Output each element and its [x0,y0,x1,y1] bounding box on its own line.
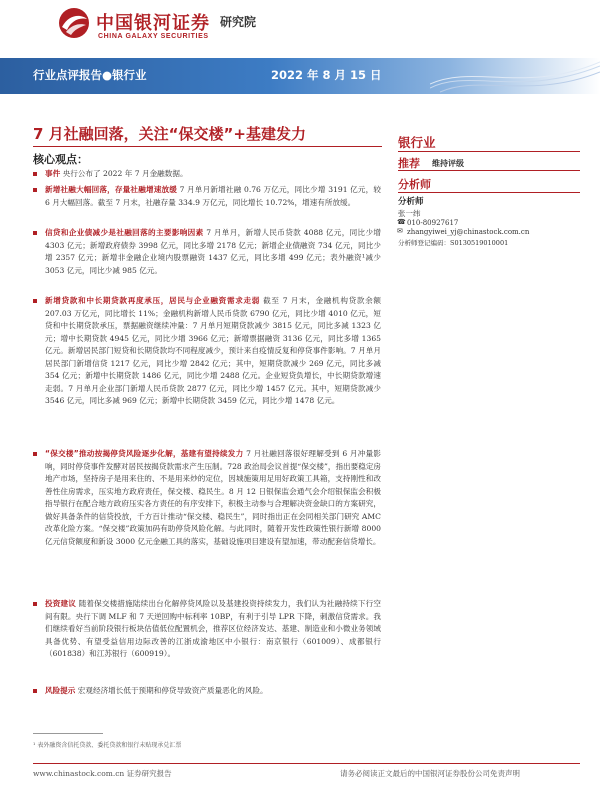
institute-label: 研究院 [220,15,257,29]
footer-website[interactable]: www.chinastock.com.cn 证券研究报告 [33,769,172,778]
paragraph-heading: 信贷和企业债减少是社融回落的主要影响因素 [45,228,204,237]
paragraph-text: 宏观经济增长低于预期和停贷导致资产质量恶化的风险。 [75,686,268,695]
paragraph-text: 随着保交楼措施陆续出台化解停贷风险以及基建投资持续发力，我们认为社融持续下行空间有限。央行下调 MLF 和 7 天逆回购中标利率 10BP，有利于引导 LPR 下降，刺激信贷需求。我们继续看好当前阶段银行板块估值低位配置机会，推荐区位经济发达、基建、制造业和小微业务领域具备优势、有望受益信用边际改善的江浙成渝地区中小银行：南京银行（601009）、成都银行（601838）和江苏银行（600919）。 [45,599,381,658]
paragraph-text: 7 月单月，新增人民币贷款 4088 亿元，同比少增 4303 亿元；新增政府债券 3998 亿元，同比多增 2178 亿元；新增企业债融资 734 亿元，同比少增 2357 亿元；新增非金融企业境内股票融资 1437 亿元，同比多增 499 亿元；表外融资¹减少 3053 亿元，同比少减 985 亿元。 [45,228,382,275]
analyst-section-header: 分析师 [398,178,431,191]
paragraph-heading: 投资建议 [45,599,77,608]
bullet-marker [33,172,37,176]
core-view-label: 核心观点： [33,153,88,166]
paragraph-housing-policy [33,448,381,548]
paragraph-risk [33,685,381,698]
bullet-marker [33,689,37,693]
analyst-phone [398,219,458,227]
footer-divider [33,763,580,764]
rating-label: 维持评级 [432,159,464,168]
title-divider [33,146,382,147]
phone-text: 010-80927617 [407,219,459,227]
paragraph-heading: 新增社融大幅回落，存量社融增速放缓 [45,185,178,194]
paragraph-event [33,168,381,181]
report-date: 2022 年 8 月 15 日 [271,68,382,82]
logo-chinese-text: 中国银河证券 [96,13,210,34]
analyst-registration: 分析师登记编码：S0130519010001 [398,239,509,247]
paragraph-heading: 风险提示 [45,686,76,695]
sidebar-divider [398,192,580,193]
analyst-name: 张一纬 [398,209,421,218]
report-title: 7 月社融回落，关注“保交楼”+基建发力 [33,125,306,143]
banner-wave-decoration-icon [430,58,600,94]
paragraph-social-financing [33,184,381,209]
analyst-email[interactable] [398,228,529,236]
footnote-divider [33,733,103,734]
bullet-marker [33,231,37,235]
phone-icon: ☎ [397,218,406,226]
paragraph-text: 截至 7 月末，金融机构贷款余额 207.03 万亿元，同比增长 11%；金融机构新增人民币贷款 6790 亿元，同比少增 4010 亿元，短贷和中长期贷款承压，票据融资继续冲量：7 月单月短期贷款减少 3815 亿元，同比多减 1323 亿元；增中长期贷款 4945 亿元，同比少增 3966 亿元；新增票据融资 3136 亿元，同比多增 1365 亿元。新增居民部门短贷和长期贷款均不同程度减少，预计来自疫情反复和停贷事件影响。7 月单月居民部门新增信贷 1217 亿元，同比少增 2842 亿元；其中，短期贷款减少 269 亿元，同比多减 354 亿元；新增中长期贷款 1486 亿元，同比少增 2488 亿元。企业短贷负增长，中长期贷款增速走弱。7 月单月企业部门新增人民币贷款 2877 亿元，同比少增 1457 亿元。其中，短期贷款减少 3546 亿元，同比多减 969 亿元；新增中长期贷款 3459 亿元，同比少增 1478 亿元。 [45,296,381,405]
paragraph-heading: “保交楼”推动按揭停贷风险逐步化解，基建有望持续发力 [45,449,244,458]
bullet-marker [33,188,37,192]
galaxy-logo-icon [57,6,91,40]
logo-english-text: CHINA GALAXY SECURITIES [98,33,209,40]
paragraph-loans [33,295,381,408]
sidebar-industry: 银行业 [398,135,436,150]
recommend-label: 推荐 [398,157,420,170]
paragraph-heading: 事件 [45,169,61,178]
email-icon: ✉ [397,227,403,235]
report-type: 行业点评报告●银行业 [33,68,147,82]
sidebar-divider [398,170,580,171]
bullet-marker [33,602,37,606]
footer-disclaimer: 请务必阅读正文最后的中国银河证券股份公司免责声明 [340,769,520,778]
bullet-marker [33,299,37,303]
footnote: ¹ 表外融资含信托贷款、委托贷款和银行未贴现承兑汇票 [33,742,182,749]
analyst-subheader: 分析师 [398,197,424,207]
paragraph-credit-factors [33,227,381,277]
bullet-marker [33,452,37,456]
paragraph-text: 7 月单月新增社融 0.76 万亿元，同比少增 3191 亿元，较 6 月大幅回落。截至 7 月末，社融存量 334.9 万亿元，同比增长 10.72%，增速有所放缓。 [45,185,382,207]
paragraph-heading: 新增贷款和中长期贷款再度承压，居民与企业融资需求走弱 [45,296,261,305]
paragraph-investment-advice [33,598,381,661]
paragraph-text: 央行公布了 2022 年 7 月金融数据。 [60,169,188,178]
paragraph-text: 7 月社融回落很好理解受到 6 月冲量影响，同时停贷事件发酵对居民按揭贷款需求产生压制。728 政治局会议首提“保交楼”，指出要稳定房地产市场，坚持房子是用来住的、不是用来炒的定位，因城施策用足用好政策工具箱，支持刚性和改善性住房需求，压实地方政府责任，保交楼、稳民生。8 月 12 日银保监会通气会介绍银保监会积极指导银行在配合地方政府压实各方责任的有序安排下，积极主动参与合理解决资金缺口的方案研究，做好具备条件的信贷投放，千方百计推动“保交楼、稳民生”，同时指出正在会同相关部门研究 AMC 改革化险方案。“保交楼”政策加码有助停贷风险化解。与此同时，随着开发性政策性银行新增 8000 亿元信贷额度和新设 3000 亿元金融工具的落实，基础设施项目建设有望加速，带动配套信贷增长。 [45,449,382,546]
email-text[interactable]: zhangyiwei_yj@chinastock.com.cn [407,228,530,236]
sidebar-divider [398,151,580,152]
